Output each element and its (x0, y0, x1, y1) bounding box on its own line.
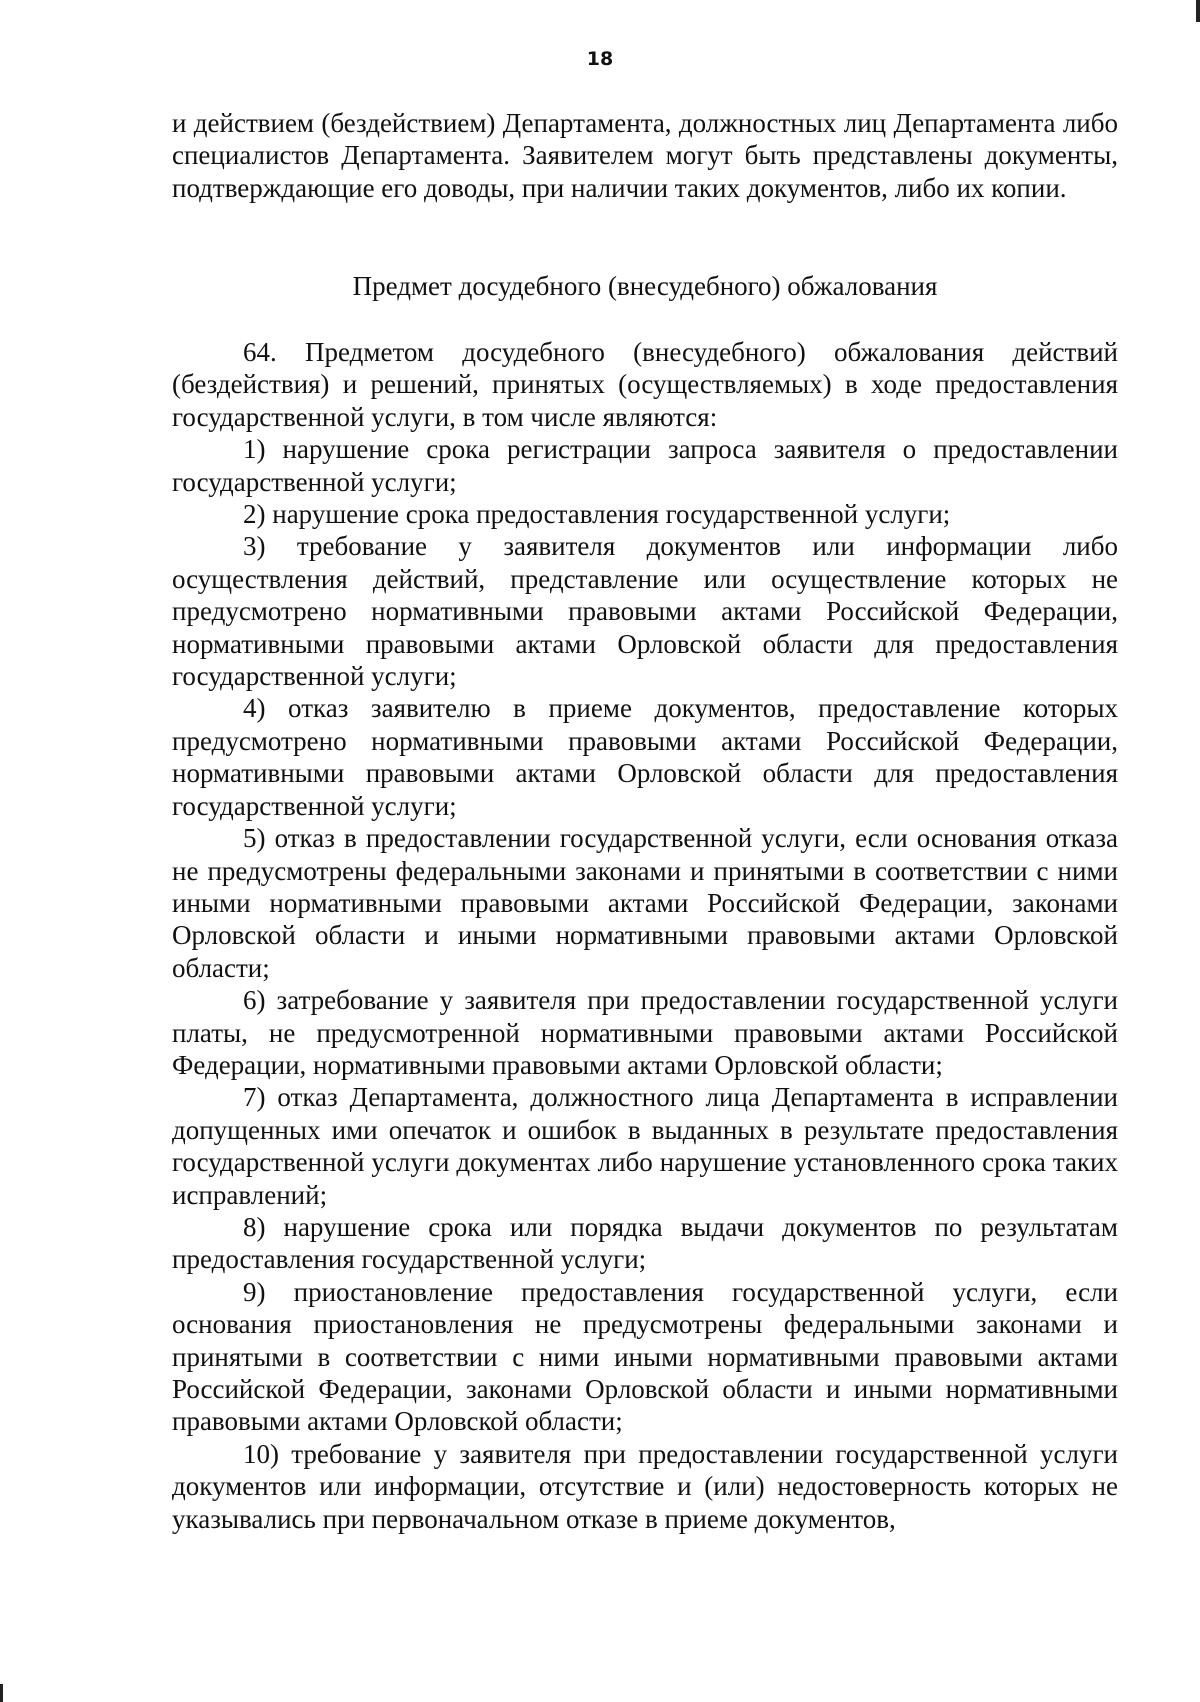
list-item-3: 3) требование у заявителя документов или информации либо осуществления действий, представление или осуществление которых не предусмотрено нормативными правовыми актами Российской Федерации, нормативными правовыми актами Орловской области для предоставления государственной услуги; (172, 531, 1118, 692)
list-item-1: 1) нарушение срока регистрации запроса заявителя о предоставлении государственной услуги; (172, 434, 1118, 497)
page-number: 18 (586, 48, 614, 70)
intro-paragraph: и действием (бездействием) Департамента, должностных лиц Департамента либо специалистов Департамента. Заявителем могут быть представлены документы, подтверждающие его доводы, при наличии таких документов, либо их копии. (172, 108, 1118, 203)
list-item-6: 6) затребование у заявителя при предоставлении государственной услуги платы, не предусмотренной нормативными правовыми актами Российской Федерации, нормативными правовыми актами Орловской области; (172, 985, 1118, 1080)
paragraph-64: 64. Предметом досудебного (внесудебного) обжалования действий (бездействия) и решений, принятых (осуществляемых) в ходе предоставления государственной услуги, в том числе являются: (172, 337, 1118, 432)
list-item-8: 8) нарушение срока или порядка выдачи документов по результатам предоставления государственной услуги; (172, 1211, 1118, 1275)
list-item-4: 4) отказ заявителю в приеме документов, предоставление которых предусмотрено нормативными правовыми актами Российской Федерации, нормативными правовыми актами Орловской области для предоставления государственной услуги; (172, 693, 1118, 821)
list-item-2: 2) нарушение срока предоставления государственной услуги; (243, 499, 951, 530)
list-item-7: 7) отказ Департамента, должностного лица Департамента в исправлении допущенных ими опечаток и ошибок в выданных в результате предоставления государственной услуги документах либо нарушение установленного срока таких исправлений; (172, 1082, 1118, 1210)
list-item-5: 5) отказ в предоставлении государственной услуги, если основания отказа не предусмотрены федеральными законами и принятыми в соответствии с ними иными нормативными правовыми актами Российской Федерации, законами Орловской области и иными нормативными правовыми актами Орловской области; (172, 823, 1118, 983)
scan-artifact-top-right (1196, 0, 1200, 22)
scan-artifact-bottom-left (0, 1684, 3, 1702)
list-item-9: 9) приостановление предоставления государственной услуги, если основания приостановления не предусмотрены федеральными законами и принятыми в соответствии с ними иными нормативными правовыми актами Российской Федерации, законами Орловской области и иными нормативными правовыми актами Орловской области; (172, 1276, 1118, 1437)
article-body (172, 336, 1118, 1535)
intro-block (172, 107, 1118, 204)
list-item-10: 10) требование у заявителя при предоставлении государственной услуги документов или информации, отсутствие и (или) недостоверность которых не указывались при первоначальном отказе в приеме документов, (172, 1438, 1118, 1534)
section-heading: Предмет досудебного (внесудебного) обжалования (352, 271, 938, 301)
